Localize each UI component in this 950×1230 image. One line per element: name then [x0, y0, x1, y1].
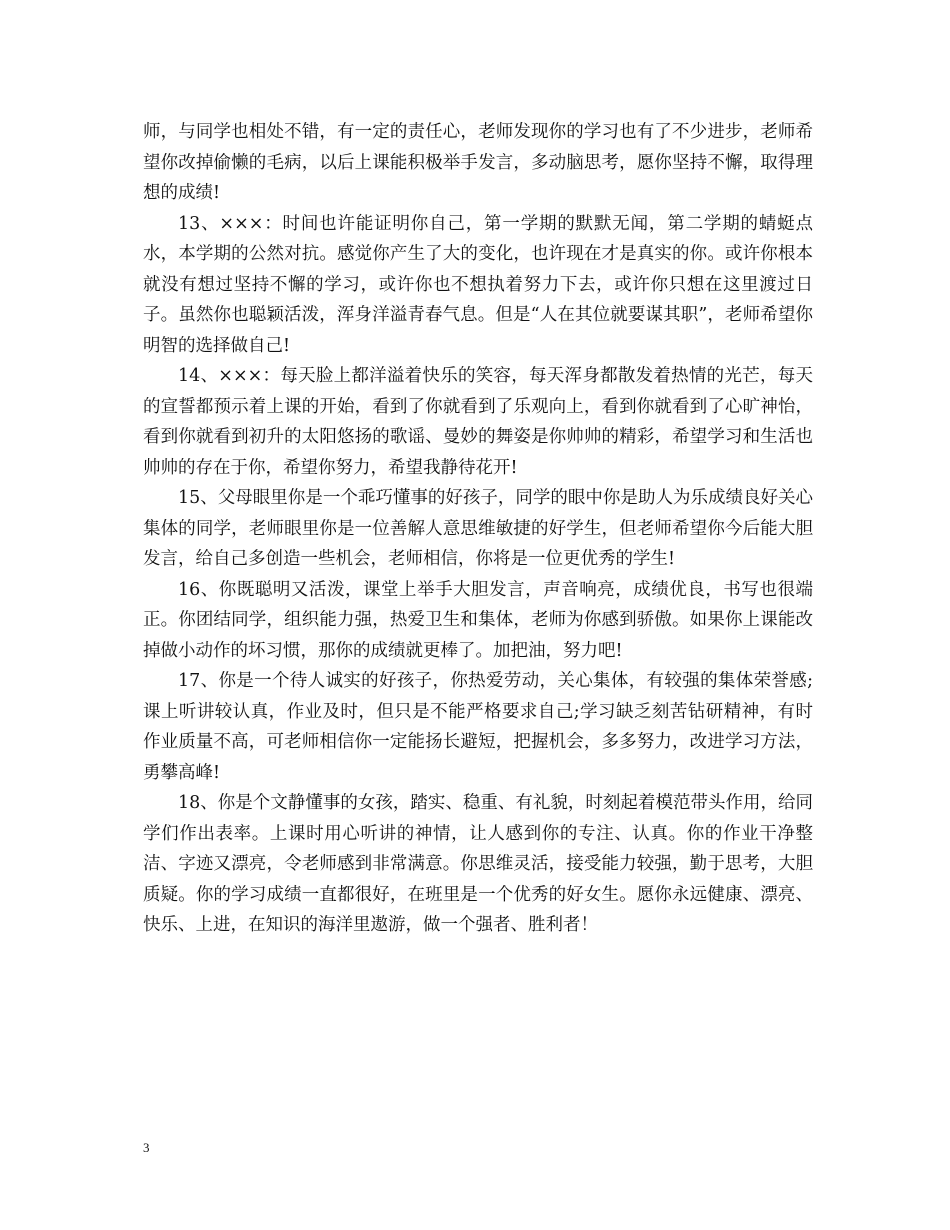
paragraph-comment-17: 17、你是一个待人诚实的好孩子，你热爱劳动，关心集体，有较强的集体荣誉感;课上听讲较认真，作业及时，但只是不能严格要求自己;学习缺乏刻苦钻研精神，有时作业质量不高，可老师相信你一定能扬长避短，把握机会，多多努力，改进学习方法，勇攀高峰!: [143, 671, 813, 783]
paragraph-comment-18: 18、你是个文静懂事的女孩，踏实、稳重、有礼貌，时刻起着模范带头作用，给同学们作出表率。上课时用心听讲的神情，让人感到你的专注、认真。你的作业干净整洁、字迹又漂亮，令老师感到非常满意。你思维灵活，接受能力较强，勤于思考，大胆质疑。你的学习成绩一直都很好，在班里是一个优秀的好女生。愿你永远健康、漂亮、快乐、上进，在知识的海洋里遨游，做一个强者、胜利者！: [143, 793, 813, 935]
page-number: 3: [143, 1140, 150, 1155]
paragraph-comment-13: 13、×××：时间也许能证明你自己，第一学期的默默无闻，第二学期的蜻蜓点水，本学期的公然对抗。感觉你产生了大的变化，也许现在才是真实的你。或许你根本就没有想过坚持不懈的学习，或许你也不想执着努力下去，或许你只想在这里渡过日子。虽然你也聪颖活泼，浑身洋溢青春气息。但是“人在其位就要谋其职”，老师希望你明智的选择做自己!: [143, 213, 813, 356]
paragraph-continuation: 师，与同学也相处不错，有一定的责任心，老师发现你的学习也有了不少进步，老师希望你改掉偷懒的毛病，以后上课能积极举手发言，多动脑思考，愿你坚持不懈，取得理想的成绩!: [143, 122, 813, 203]
paragraph-comment-16: 16、你既聪明又活泼，课堂上举手大胆发言，声音响亮，成绩优良，书写也很端正。你团结同学，组织能力强，热爱卫生和集体，老师为你感到骄傲。如果你上课能改掉做小动作的坏习惯，那你的成绩就更棒了。加把油，努力吧!: [143, 579, 813, 661]
paragraph-comment-15: 15、父母眼里你是一个乖巧懂事的好孩子，同学的眼中你是助人为乐成绩良好关心集体的同学，老师眼里你是一位善解人意思维敏捷的好学生，但老师希望你今后能大胆发言，给自己多创造一些机会，老师相信，你将是一位更优秀的学生!: [143, 488, 813, 569]
paragraph-comment-14: 14、×××：每天脸上都洋溢着快乐的笑容，每天浑身都散发着热情的光芒，每天的宣誓都预示着上课的开始，看到了你就看到了乐观向上，看到你就看到了心旷神怡，看到你就看到初升的太阳悠扬的歌谣、曼妙的舞姿是你帅帅的精彩，希望学习和生活也帅帅的存在于你，希望你努力，希望我静待花开!: [143, 366, 813, 478]
document-body: [143, 117, 813, 941]
